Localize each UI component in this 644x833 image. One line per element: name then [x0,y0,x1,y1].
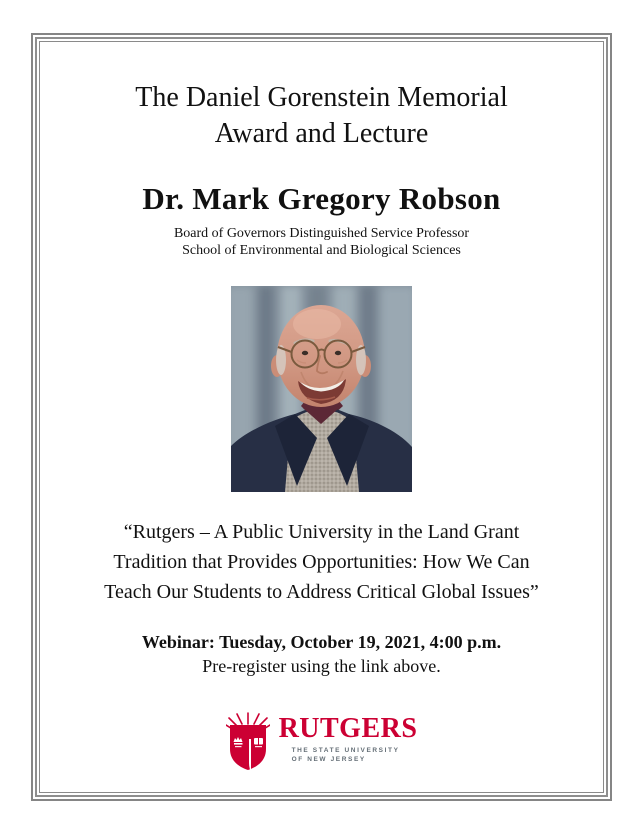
rutgers-logo-text [279,711,418,764]
quote-line1: “Rutgers – A Public University in the Land Grant [123,521,520,543]
rutgers-tagline-line2: OF NEW JERSEY [291,756,366,763]
rutgers-shield-icon [226,711,270,773]
rutgers-wordmark: RUTGERS [278,713,418,744]
rutgers-tagline [292,746,418,764]
speaker-name: Dr. Mark Gregory Robson [142,181,501,216]
flyer-content [40,80,603,830]
rutgers-tagline-line1: THE STATE UNIVERSITY [291,747,400,754]
page-border-middle [35,37,608,797]
register-instruction: Pre-register using the link above. [202,656,441,676]
speaker-affiliation [40,225,603,259]
speaker-photo [231,286,412,492]
event-title [40,80,603,152]
webinar-datetime: Webinar: Tuesday, October 19, 2021, 4:00 p.m. [141,632,502,652]
speaker-title-line2: School of Environmental and Biological Sciences [182,243,461,258]
speaker-portrait-illustration [231,286,412,492]
speaker-title-line1: Board of Governors Distinguished Service Professor [173,226,470,241]
quote-line3: Teach Our Students to Address Critical Global Issues” [104,581,539,603]
event-title-line1: The Daniel Gorenstein Memorial [135,82,508,113]
page-border-inner [39,41,604,793]
lecture-title-quote [40,517,603,607]
page-border-frame [31,33,612,801]
quote-line2: Tradition that Provides Opportunities: How We Can [113,551,530,573]
event-title-line2: Award and Lecture [214,118,429,149]
rutgers-logo [40,711,603,773]
